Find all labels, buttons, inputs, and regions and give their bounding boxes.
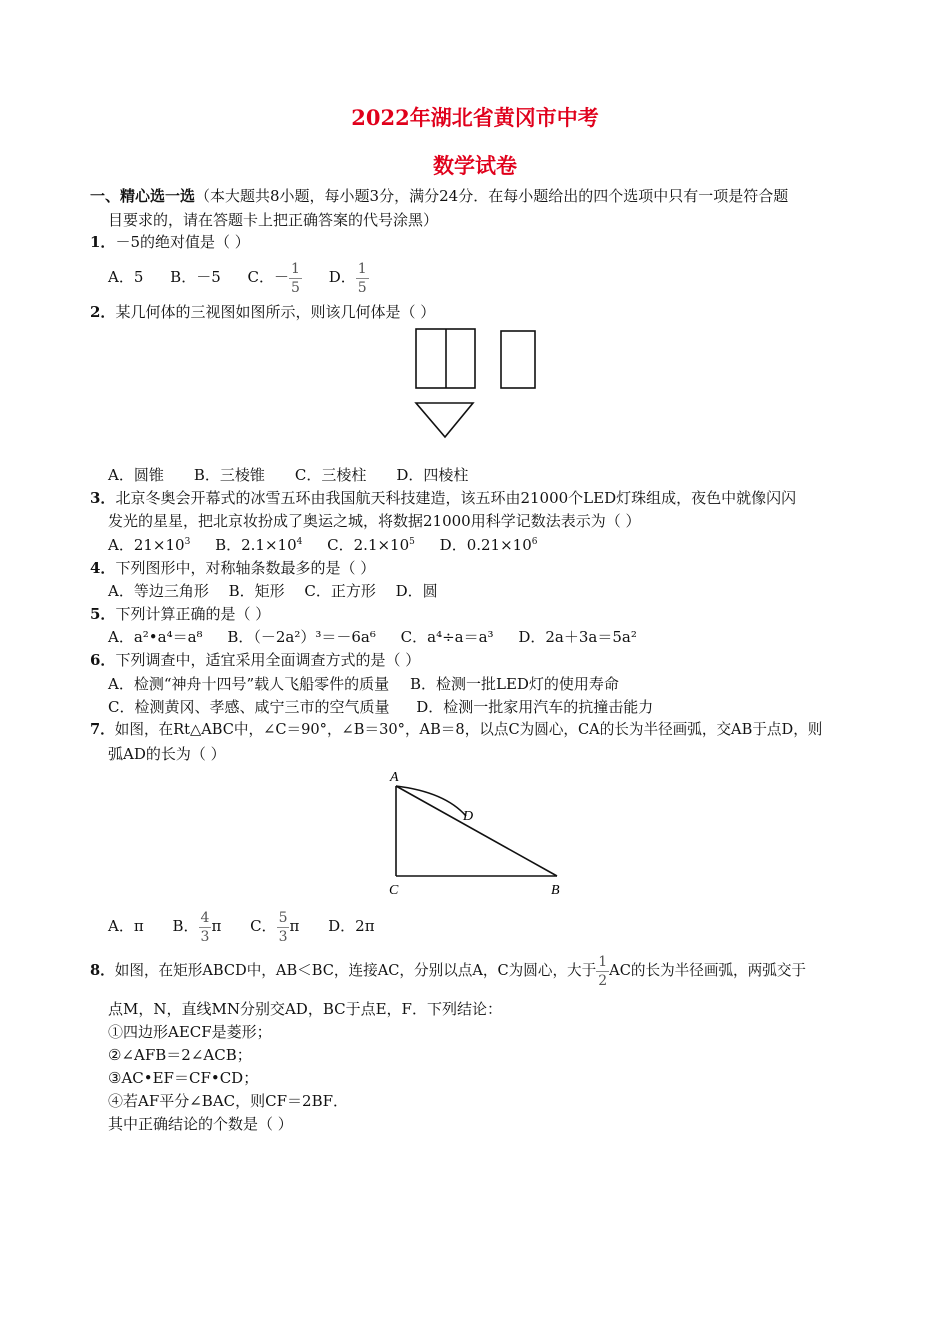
option-c: C．－: [247, 268, 290, 286]
option-d: D．2π: [328, 917, 375, 935]
exponent: 3: [184, 537, 191, 547]
option-b: B．: [172, 917, 199, 935]
question-number: 2．: [90, 303, 116, 321]
question-stem: 如图，在矩形ABCD中，AB＜BC，连接AC，分别以点A，C为圆心，大于: [114, 962, 597, 979]
conclusion-1: ①四边形AECF是菱形；: [108, 1023, 272, 1041]
q2-options: A．圆锥 B．三棱锥 C．三棱柱 D．四棱柱: [108, 466, 469, 484]
question-stem: －5的绝对值是（ ）: [115, 233, 250, 251]
fraction-denominator: 5: [291, 279, 300, 296]
q4-options: A．等边三角形 B．矩形 C．正方形 D．圆: [108, 582, 438, 600]
question-stem: 下列计算正确的是（ ）: [115, 605, 271, 623]
option-d: D．2a＋3a＝5a²: [518, 628, 637, 646]
question-8-line2: 点M，N，直线MN分别交AD，BC于点E，F．下列结论：: [108, 1000, 502, 1018]
section-title: 一、精心选一选: [90, 187, 196, 205]
label-a: A: [390, 770, 399, 785]
option-d-base: D．0.21×10: [439, 536, 532, 554]
fraction-numerator: 5: [278, 909, 288, 926]
option-a: A．5: [108, 268, 144, 286]
section-description-cont: 目要求的，请在答题卡上把正确答案的代号涂黑）: [108, 211, 439, 229]
fraction-denominator: 3: [200, 928, 210, 945]
question-number: 3．: [90, 489, 116, 507]
question-stem-cont: AC的长为半径画弧，两弧交于: [609, 962, 807, 979]
exponent: 4: [296, 537, 303, 547]
option-d: D．: [328, 268, 356, 286]
question-number: 8．: [90, 962, 115, 979]
question-number: 6．: [90, 651, 116, 669]
fraction: [199, 909, 212, 946]
option-d: D．检测一批家用汽车的抗撞击能力: [416, 698, 654, 716]
question-3-cont: 发光的星星，把北京妆扮成了奥运之城，将数据21000用科学记数法表示为（ ）: [108, 512, 641, 530]
fraction: [596, 953, 609, 990]
question-7-cont: 弧AD的长为（ ）: [108, 745, 226, 763]
fraction-denominator: 5: [357, 279, 367, 296]
section-description: （本大题共8小题，每小题3分，满分24分．在每小题给出的四个选项中只有一项是符合题: [195, 187, 789, 205]
option-b-base: B．2.1×10: [215, 536, 297, 554]
page-title: 2022年湖北省黄冈市中考: [351, 105, 599, 130]
option-b: B．检测一批LED灯的使用寿命: [409, 675, 619, 693]
option-c: C．检测黄冈、孝感、咸宁三市的空气质量: [108, 698, 390, 716]
question-number: 7．: [90, 721, 115, 738]
question-number: 1．: [90, 233, 116, 251]
option-c-base: C．2.1×10: [327, 536, 410, 554]
option-a-base: A．21×10: [108, 536, 185, 554]
label-c: C: [389, 883, 399, 898]
fraction-numerator: 1: [357, 260, 367, 277]
conclusion-2: ②∠AFB＝2∠ACB；: [108, 1046, 252, 1064]
exponent: 5: [409, 537, 415, 547]
question-stem: 某几何体的三视图如图所示，则该几何体是（ ）: [115, 303, 436, 321]
conclusion-4: ④若AF平分∠BAC，则CF＝2BF．: [108, 1092, 349, 1110]
question-8-tail: 其中正确结论的个数是（ ）: [108, 1115, 293, 1133]
page-subtitle: 数学试卷: [433, 153, 517, 178]
question-stem: 下列调查中，适宜采用全面调查方式的是（ ）: [115, 651, 421, 669]
fraction-numerator: 4: [200, 909, 210, 926]
option-b: B．（－2a²）³＝－6a⁶: [227, 628, 376, 646]
question-number: 4．: [90, 559, 116, 577]
exponent: 6: [531, 537, 538, 547]
option-c: C．: [250, 917, 277, 935]
fraction-denominator: 2: [598, 972, 608, 989]
option-b: B．－5: [170, 268, 221, 286]
pi-symbol: π: [289, 917, 300, 935]
fraction-numerator: 1: [291, 260, 300, 277]
fraction-denominator: 3: [278, 928, 288, 945]
q7-options: [108, 906, 375, 946]
question-stem: 下列图形中，对称轴条数最多的是（ ）: [115, 559, 376, 577]
question-8: [90, 952, 806, 990]
option-a: A．a²•a⁴＝a⁸: [108, 628, 203, 646]
question-stem: 北京冬奥会开幕式的冰雪五环由我国航天科技建造，该五环由21000个LED灯珠组成，夜色中就像闪闪: [115, 489, 797, 507]
conclusion-3: ③AC•EF＝CF•CD；: [108, 1069, 259, 1087]
label-d: D: [463, 809, 474, 824]
fraction-numerator: 1: [598, 953, 608, 970]
question-stem: 如图，在Rt△ABC中，∠C＝90°，∠B＝30°，AB＝8，以点C为圆心，CA的长为半径画弧，交AB于点D，则: [114, 721, 823, 738]
option-a: A．检测“神舟十四号”载人飞船零件的质量: [108, 675, 390, 693]
label-b: B: [551, 883, 560, 898]
side-ab: [396, 786, 557, 876]
option-c: C．a⁴÷a＝a³: [400, 628, 494, 646]
option-a: A．π: [108, 917, 144, 935]
pi-symbol: π: [211, 917, 222, 935]
fraction: [277, 909, 290, 946]
arc-ad: [396, 786, 466, 816]
question-number: 5．: [90, 605, 116, 623]
